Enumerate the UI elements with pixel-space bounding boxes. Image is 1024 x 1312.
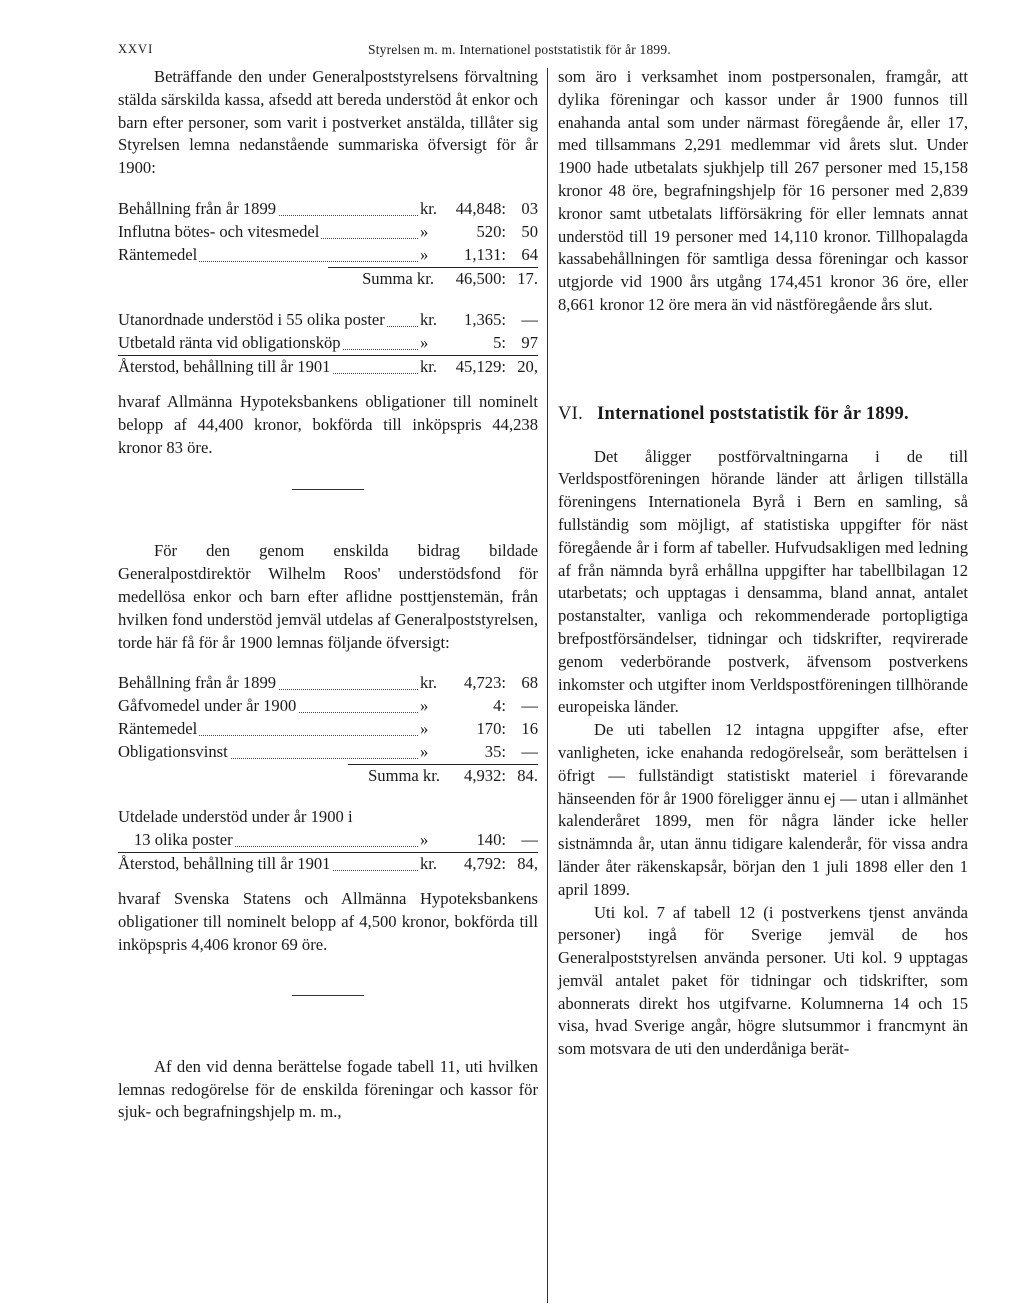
running-title: Styrelsen m. m. Internationel poststatistik för år 1899. [368, 42, 671, 57]
ledger-label: Räntemedel [118, 719, 198, 739]
ledger-label: Gåfvomedel under år 1900 [118, 696, 297, 716]
ledger-ore: — [521, 309, 538, 329]
ledger-amount: 44,848: [455, 198, 506, 218]
ledger-row [118, 198, 538, 221]
ledger-label: Utanordnade understöd i 55 olika poster [118, 309, 385, 329]
sum-label: Summa kr. [368, 766, 440, 786]
ledger-row [118, 332, 538, 356]
ledger-currency: kr. [420, 854, 438, 874]
ledger-label: Återstod, behållning till år 1901 [118, 356, 331, 376]
ledger-currency: » [420, 719, 429, 739]
ledger-row [118, 718, 538, 741]
section-heading [558, 403, 968, 426]
ledger-label: Obligationsvinst [118, 742, 228, 762]
ledger-amount: 4: [493, 696, 506, 716]
ledger-rest-row [118, 853, 538, 876]
ledger-label: Behållning från år 1899 [118, 673, 277, 693]
column-divider [547, 68, 548, 1303]
ledger-row [118, 244, 538, 267]
ledger-head [118, 806, 538, 829]
ledger-currency: » [420, 244, 429, 264]
ledger-row [118, 309, 538, 332]
paragraph-kolumner: Uti kol. 7 af tabell 12 (i postverkens tjenst använda personer) ingå för Sverige jemväl de hos Generalpoststyrelsen använda personer. Uti kol. 9 upptagas jemväl antalet paket för tidningar och tidskrifter, som abonnerats direkt hos utgifvarne. Kolumnerna 14 och 15 visa, hvad Sverige angår, högre slutsummor i francmynt än som motsvara de uti den underdåniga berät- [558, 902, 968, 1059]
paragraph-obligations-1: hvaraf Allmänna Hypoteksbankens obligationer till nominelt belopp af 44,400 kronor, bokförda till inköpspris 44,238 kronor 83 öre. [118, 391, 538, 457]
ledger-label: Utbetald ränta vid obligationsköp [118, 332, 341, 352]
paragraph-foreningar: som äro i verksamhet inom postpersonalen, framgår, att dylika föreningar och kassor under år 1900 funnos till enahanda antal som under närmast föregående år, eller 17, med tillsammans 2,291 medlemmar vid årets slut. Under 1900 hade utbetalats sjukhjelp till 267 personer med 15,158 kronor 48 öre, begrafningshjelp för 16 personer med 2,839 kronor samt utbetalats lifförsäkring för eller lemnats annat understöd till 19 personer med 14,110 kronor. Tillhopalagda kassabehållningen för samtliga dessa föreningar och kassor utgjorde vid 1900 års utgång 174,451 kronor 36 öre, eller 8,661 kronor 12 öre mera än vid nästföregående års slut. [558, 67, 968, 314]
ledger-label: Återstod, behållning till år 1901 [118, 854, 331, 874]
sum-ore: 17. [517, 268, 538, 288]
paragraph-verldspost: Det åligger postförvaltningarna i de till Verldspostföreningen hörande länder att årligen tillställa föreningens Internationela Byrå i Bern en samling, så fullständig som möjligt, af statistiska uppgifter för näst föregående år i form af tabeller. Hufvudsakligen med ledning af från nämnda byrå erhållna uppgifter har tabellbilagan 12 utarbetats; och upptagas i densamma, bland annat, antalet postanstalter, vanliga och rekommenderade portopligtiga brefpostförsändelser, tidningar och tidskrifter, reqvirerade genom vederbörande postverk, äfvensom postverkens inkomster och utgifter inom Verldspostföreningen tillhörande europeiska länder. [558, 446, 968, 717]
paragraph-kassa-intro: Beträffande den under Generalpoststyrelsens förvaltning stälda särskilda kassa, afsedd att bereda understöd åt enkor och barn efter personer, som varit i postverket anstälda, tillåter sig Styrelsen lemna nedanstående summariska öfversigt för år 1900: [118, 67, 538, 178]
paragraph-tabell-12: De uti tabellen 12 intagna uppgifter afse, efter vanligheten, icke enahanda redogörelseår, som berättelsen i öfrigt — fullständigt statistiskt materiel i förevarande hänseenden för år 1900 föreligger ännu ej — utan i allmänhet kalenderåret 1899, men för några länder icke heller sistnämnda år, utan ännu tidigare kalenderår, för vissa andra länder åter räkenskapsår, början den 1 juli 1898 eller den 1 april 1899. [558, 720, 968, 899]
ledger-kassa-income [118, 198, 538, 291]
ledger-label: Influtna bötes- och vitesmedel [118, 221, 320, 241]
ledger-amount: 4,723: [464, 673, 506, 693]
ledger-row [118, 741, 538, 764]
ledger-currency: » [420, 332, 429, 352]
ledger-label: Räntemedel [118, 244, 198, 264]
ledger-amount: 520: [476, 221, 506, 241]
sum-amount: 46,500: [455, 268, 506, 288]
sum-label: Summa kr. [362, 268, 434, 288]
right-column [558, 66, 968, 1061]
ledger-amount: 45,129: [455, 356, 506, 376]
ledger-ore: 16 [521, 719, 538, 739]
ledger-currency: » [420, 742, 429, 762]
ledger-row [118, 829, 538, 853]
ledger-rest-row [118, 356, 538, 379]
ledger-ore: — [521, 742, 538, 762]
ledger-row [118, 672, 538, 695]
ledger-label: Utdelade understöd under år 1900 i [118, 807, 353, 827]
ledger-ore: 03 [521, 198, 538, 218]
ledger-amount: 170: [476, 719, 506, 739]
ledger-label: 13 olika poster [134, 830, 233, 850]
ledger-currency: kr. [420, 198, 438, 218]
ledger-amount: 5: [493, 332, 506, 352]
section-number: VI. [558, 403, 584, 424]
ledger-amount: 35: [484, 742, 506, 762]
ledger-kassa-expenses [118, 309, 538, 379]
ledger-fund-income [118, 672, 538, 788]
ledger-ore: 97 [521, 332, 538, 352]
ledger-currency: » [420, 830, 429, 850]
ledger-currency: » [420, 221, 429, 241]
paragraph-roos-fund: För den genom enskilda bidrag bildade Generalpostdirektör Wilhelm Roos' understödsfond för medellösa enkor och barn efter aflidne posttjenstemän, från hvilken fond understöd jemväl utdelas af Generalpoststyrelsen, torde här få för år 1900 lemnas följande öfversigt: [118, 541, 538, 652]
ledger-ore: 64 [521, 244, 538, 264]
ledger-amount: 4,792: [464, 854, 506, 874]
ledger-currency: kr. [420, 673, 438, 693]
ledger-sum-row [348, 764, 538, 788]
left-column [118, 66, 538, 1124]
ledger-ore: 68 [521, 673, 538, 693]
ledger-ore: — [521, 830, 538, 850]
ledger-currency: kr. [420, 309, 438, 329]
ledger-ore: 20, [517, 356, 538, 376]
ledger-sum-row [328, 267, 538, 291]
page-header [118, 42, 963, 64]
ledger-ore: — [521, 696, 538, 716]
page-number: XXVI [118, 42, 154, 56]
ledger-amount: 1,365: [464, 309, 506, 329]
paragraph-obligations-2: hvaraf Svenska Statens och Allmänna Hypoteksbankens obligationer till nominelt belopp af 4,500 kronor, bokförda till inköpspris 4,406 kronor 69 öre. [118, 889, 538, 954]
ledger-row [118, 695, 538, 718]
ledger-ore: 50 [521, 221, 538, 241]
sum-ore: 84. [517, 766, 538, 786]
ledger-currency: » [420, 696, 429, 716]
sum-amount: 4,932: [464, 766, 506, 786]
section-title: Internationel poststatistik för år 1899. [597, 403, 909, 424]
ledger-currency: kr. [420, 356, 438, 376]
ledger-row [118, 221, 538, 244]
ledger-ore: 84, [517, 854, 538, 874]
ledger-fund-expenses [118, 806, 538, 876]
ledger-label: Behållning från år 1899 [118, 198, 277, 218]
ledger-amount: 140: [476, 830, 506, 850]
paragraph-table-11: Af den vid denna berättelse fogade tabell 11, uti hvilken lemnas redogörelse för de enskilda föreningar och kassor för sjuk- och begrafningshjelp m. m., [118, 1056, 538, 1122]
ledger-amount: 1,131: [464, 244, 506, 264]
